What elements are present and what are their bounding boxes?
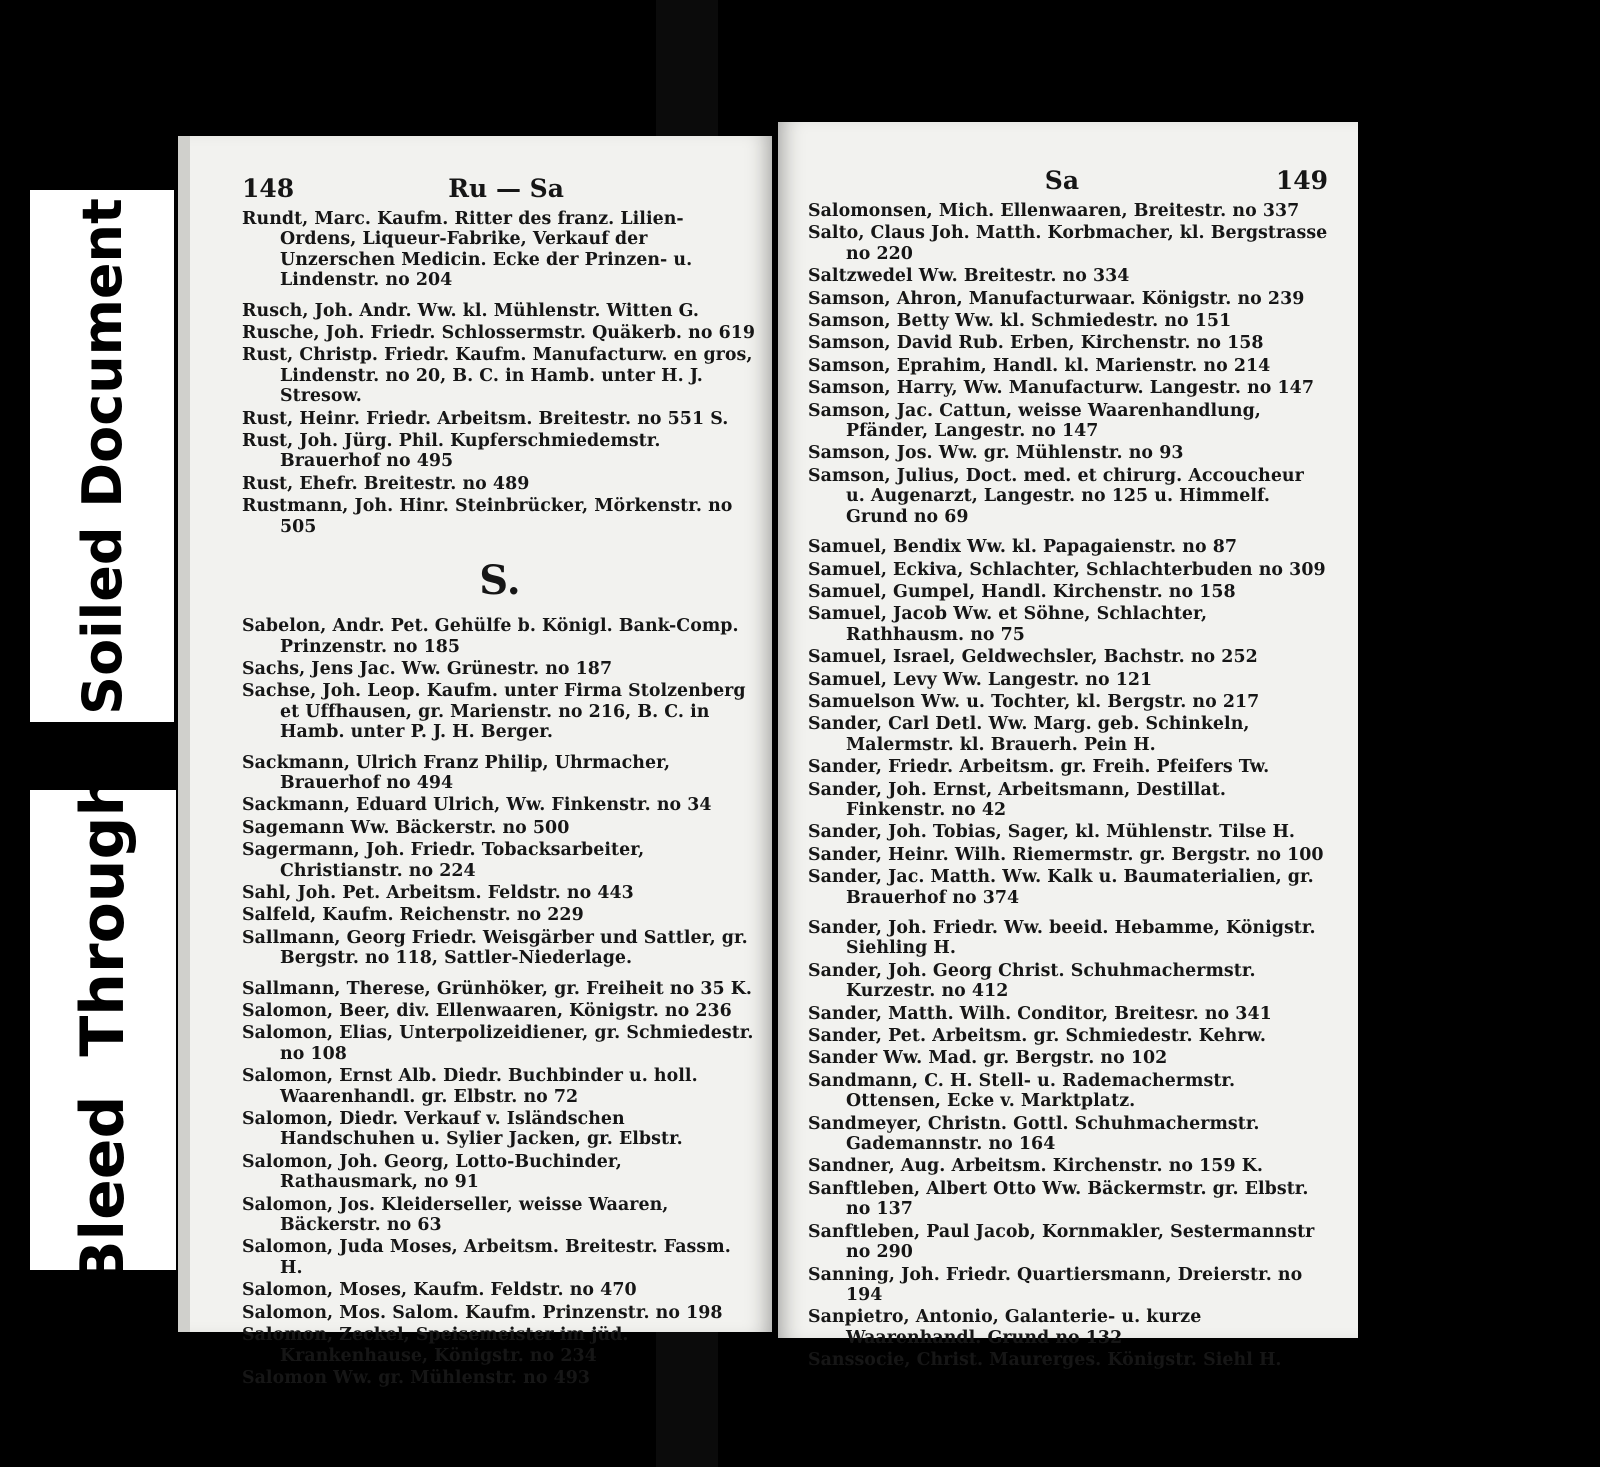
- directory-entry: Samson, Harry, Ww. Manufacturw. Langestr. no 147: [808, 378, 1314, 399]
- directory-entry: Rust, Ehefr. Breitestr. no 489: [242, 473, 530, 494]
- directory-entry: Sandmeyer, Christn. Gottl. Schuhmachermstr. Gademannstr. no 164: [808, 1113, 1260, 1155]
- directory-entry: Sallmann, Therese, Grünhöker, gr. Freiheit no 35 K.: [242, 978, 752, 999]
- left-running-title: Ru — Sa: [448, 174, 564, 203]
- directory-entry: Rust, Christp. Friedr. Kaufm. Manufacturw. en gros, Lindenstr. no 20, B. C. in Hamb. unter H. J. Stresow.: [242, 345, 753, 407]
- directory-entry: Samuel, Gumpel, Handl. Kirchenstr. no 158: [808, 581, 1236, 602]
- directory-entry: Sallmann, Georg Friedr. Weisgärber und Sattler, gr. Bergstr. no 118, Sattler-Niederlage.: [242, 927, 748, 969]
- directory-entry: Salomon Ww. gr. Mühlenstr. no 493: [242, 1367, 591, 1388]
- directory-entry: Samuel, Jacob Ww. et Söhne, Schlachter, Rathhausm. no 75: [808, 604, 1208, 645]
- directory-entry: Sagemann Ww. Bäckerstr. no 500: [242, 817, 570, 838]
- directory-entry: Sander, Joh. Tobias, Sager, kl. Mühlenstr. Tilse H.: [808, 822, 1296, 843]
- directory-entry: Samson, Jos. Ww. gr. Mühlenstr. no 93: [808, 443, 1184, 464]
- directory-entry: Salomon, Diedr. Verkauf v. Isländschen Handschuhen u. Sylier Jacken, gr. Elbstr.: [242, 1109, 683, 1150]
- directory-entry: Sachse, Joh. Leop. Kaufm. unter Firma Stolzenberg et Uffhausen, gr. Marienstr. no 216, B. C. in Hamb. unter P. J. H. Berger.: [242, 681, 746, 743]
- directory-entry: Salomon, Juda Moses, Arbeitsm. Breitestr. Fassm. H.: [242, 1237, 731, 1278]
- directory-entry: Rundt, Marc. Kaufm. Ritter des franz. Lilien-Ordens, Liqueur-Fabrike, Verkauf der Unzerschen Medicin. Ecke der Prinzen- u. Lindenstr. no 204: [242, 209, 693, 291]
- directory-entry: Samson, Ahron, Manufacturwaar. Königstr. no 239: [808, 288, 1305, 309]
- directory-entry: Rusche, Joh. Friedr. Schlossermstr. Quäkerb. no 619: [242, 323, 756, 344]
- bleed-through-text: Bleed Through: [68, 773, 139, 1287]
- directory-entry: Salomon, Elias, Unterpolizeidiener, gr. Schmiedestr. no 108: [242, 1023, 754, 1064]
- bleed-through-label: [30, 773, 176, 1287]
- directory-entry: Samuel, Israel, Geldwechsler, Bachstr. no 252: [808, 647, 1258, 668]
- directory-entry: Sander, Carl Detl. Ww. Marg. geb. Schinkeln, Malermstr. kl. Brauerh. Pein H.: [808, 714, 1250, 755]
- soiled-document-label: [30, 190, 174, 722]
- directory-entry: Sander, Joh. Georg Christ. Schuhmachermstr. Kurzestr. no 412: [808, 960, 1256, 1002]
- left-entries-after: [242, 616, 758, 1388]
- directory-entry: Sahl, Joh. Pet. Arbeitsm. Feldstr. no 443: [242, 882, 634, 903]
- directory-entry: Rustmann, Joh. Hinr. Steinbrücker, Mörkenstr. no 505: [242, 496, 733, 537]
- directory-entry: Rusch, Joh. Andr. Ww. kl. Mühlenstr. Witten G.: [242, 300, 700, 321]
- directory-entry: Sagermann, Joh. Friedr. Tobacksarbeiter, Christianstr. no 224: [242, 840, 645, 881]
- right-page-number: 149: [1275, 166, 1328, 195]
- directory-entry: Sanssocie, Christ. Maurerges. Königstr. Siehl H.: [808, 1350, 1282, 1371]
- directory-entry: Sabelon, Andr. Pet. Gehülfe b. Königl. Bank-Comp. Prinzenstr. no 185: [242, 616, 739, 657]
- directory-entry: Salomon, Joh. Georg, Lotto-Buchinder, Rathausmark, no 91: [242, 1151, 622, 1193]
- directory-entry: Samson, Eprahim, Handl. kl. Marienstr. no 214: [808, 355, 1271, 376]
- directory-entry: Samson, Julius, Doct. med. et chirurg. Accoucheur u. Augenarzt, Langestr. no 125 u. Himmelf. Grund no 69: [808, 465, 1304, 527]
- right-entries: [808, 201, 1328, 1371]
- directory-entry: Salomon, Moses, Kaufm. Feldstr. no 470: [242, 1280, 637, 1301]
- directory-entry: Sachs, Jens Jac. Ww. Grünestr. no 187: [242, 658, 613, 679]
- directory-entry: Salto, Claus Joh. Matth. Korbmacher, kl. Bergstrasse no 220: [808, 223, 1328, 264]
- directory-entry: Sanftleben, Albert Otto Ww. Bäckermstr. gr. Elbstr. no 137: [808, 1178, 1309, 1220]
- directory-entry: Sanpietro, Antonio, Galanterie- u. kurze Waarenhandl. Grund no 132: [808, 1307, 1202, 1348]
- directory-entry: Sander, Joh. Ernst, Arbeitsmann, Destillat. Finkenstr. no 42: [808, 779, 1226, 820]
- directory-entry: Sander, Friedr. Arbeitsm. gr. Freih. Pfeifers Tw.: [808, 757, 1270, 778]
- directory-entry: Samuel, Bendix Ww. kl. Papagaienstr. no 87: [808, 537, 1238, 558]
- directory-entry: Samuel, Eckiva, Schlachter, Schlachterbuden no 309: [808, 559, 1326, 580]
- right-running-head: [808, 166, 1328, 195]
- directory-entry: Salomon, Mos. Salom. Kaufm. Prinzenstr. no 198: [242, 1302, 723, 1323]
- directory-entry: Sandner, Aug. Arbeitsm. Kirchenstr. no 159 K.: [808, 1156, 1263, 1177]
- directory-entry: Salfeld, Kaufm. Reichenstr. no 229: [242, 905, 584, 926]
- directory-entry: Sackmann, Eduard Ulrich, Ww. Finkenstr. no 34: [242, 795, 712, 816]
- directory-entry: Salomonsen, Mich. Ellenwaaren, Breitestr. no 337: [808, 201, 1300, 221]
- directory-entry: Rust, Heinr. Friedr. Arbeitsm. Breitestr. no 551 S.: [242, 408, 729, 429]
- directory-entry: Sander, Matth. Wilh. Conditor, Breitesr. no 341: [808, 1003, 1272, 1024]
- right-page: [778, 122, 1358, 1371]
- directory-entry: Samuelson Ww. u. Tochter, kl. Bergstr. no 217: [808, 691, 1260, 712]
- left-page-number: 148: [242, 174, 295, 203]
- directory-entry: Sander, Pet. Arbeitsm. gr. Schmiedestr. Kehrw.: [808, 1026, 1266, 1047]
- left-page: [178, 136, 772, 1388]
- directory-entry: Salomon, Jos. Kleiderseller, weisse Waaren, Bäckerstr. no 63: [242, 1194, 669, 1236]
- directory-entry: Sackmann, Ulrich Franz Philip, Uhrmacher, Brauerhof no 494: [242, 752, 671, 793]
- directory-entry: Salomon, Zeckel, Speisemeister im jüd. Krankenhause, Königstr. no 234: [242, 1325, 629, 1366]
- section-letter: S.: [479, 557, 521, 605]
- left-entries-before: [242, 209, 758, 537]
- directory-entry: Samuel, Levy Ww. Langestr. no 121: [808, 669, 1153, 690]
- directory-entry: Sanftleben, Paul Jacob, Kornmakler, Sestermannstr no 290: [808, 1221, 1315, 1263]
- directory-entry: Sanning, Joh. Friedr. Quartiersmann, Dreierstr. no 194: [808, 1264, 1303, 1305]
- directory-entry: Samson, David Rub. Erben, Kirchenstr. no 158: [808, 333, 1264, 354]
- directory-entry: Sander Ww. Mad. gr. Bergstr. no 102: [808, 1048, 1168, 1069]
- directory-entry: Sander, Jac. Matth. Ww. Kalk u. Baumaterialien, gr. Brauerhof no 374: [808, 867, 1314, 908]
- directory-entry: Sander, Heinr. Wilh. Riemermstr. gr. Bergstr. no 100: [808, 844, 1324, 865]
- directory-entry: Sander, Joh. Friedr. Ww. beeid. Hebamme, Königstr. Siehling H.: [808, 918, 1316, 959]
- directory-entry: Samson, Jac. Cattun, weisse Waarenhandlung, Pfänder, Langestr. no 147: [808, 400, 1261, 442]
- directory-entry: Sandmann, C. H. Stell- u. Rademachermstr. Ottensen, Ecke v. Marktplatz.: [808, 1070, 1236, 1112]
- directory-entry: Salomon, Beer, div. Ellenwaaren, Königstr. no 236: [242, 1001, 732, 1021]
- directory-entry: Saltzwedel Ww. Breitestr. no 334: [808, 266, 1130, 287]
- right-running-title: Sa: [1044, 166, 1080, 195]
- soiled-document-text: Soiled Document: [70, 197, 134, 715]
- directory-entry: Salomon, Ernst Alb. Diedr. Buchbinder u. holl. Waarenhandl. gr. Elbstr. no 72: [242, 1066, 698, 1107]
- directory-entry: Samson, Betty Ww. kl. Schmiedestr. no 151: [808, 311, 1232, 332]
- directory-entry: Rust, Joh. Jürg. Phil. Kupferschmiedemstr. Brauerhof no 495: [242, 431, 661, 472]
- left-running-head: [242, 174, 758, 203]
